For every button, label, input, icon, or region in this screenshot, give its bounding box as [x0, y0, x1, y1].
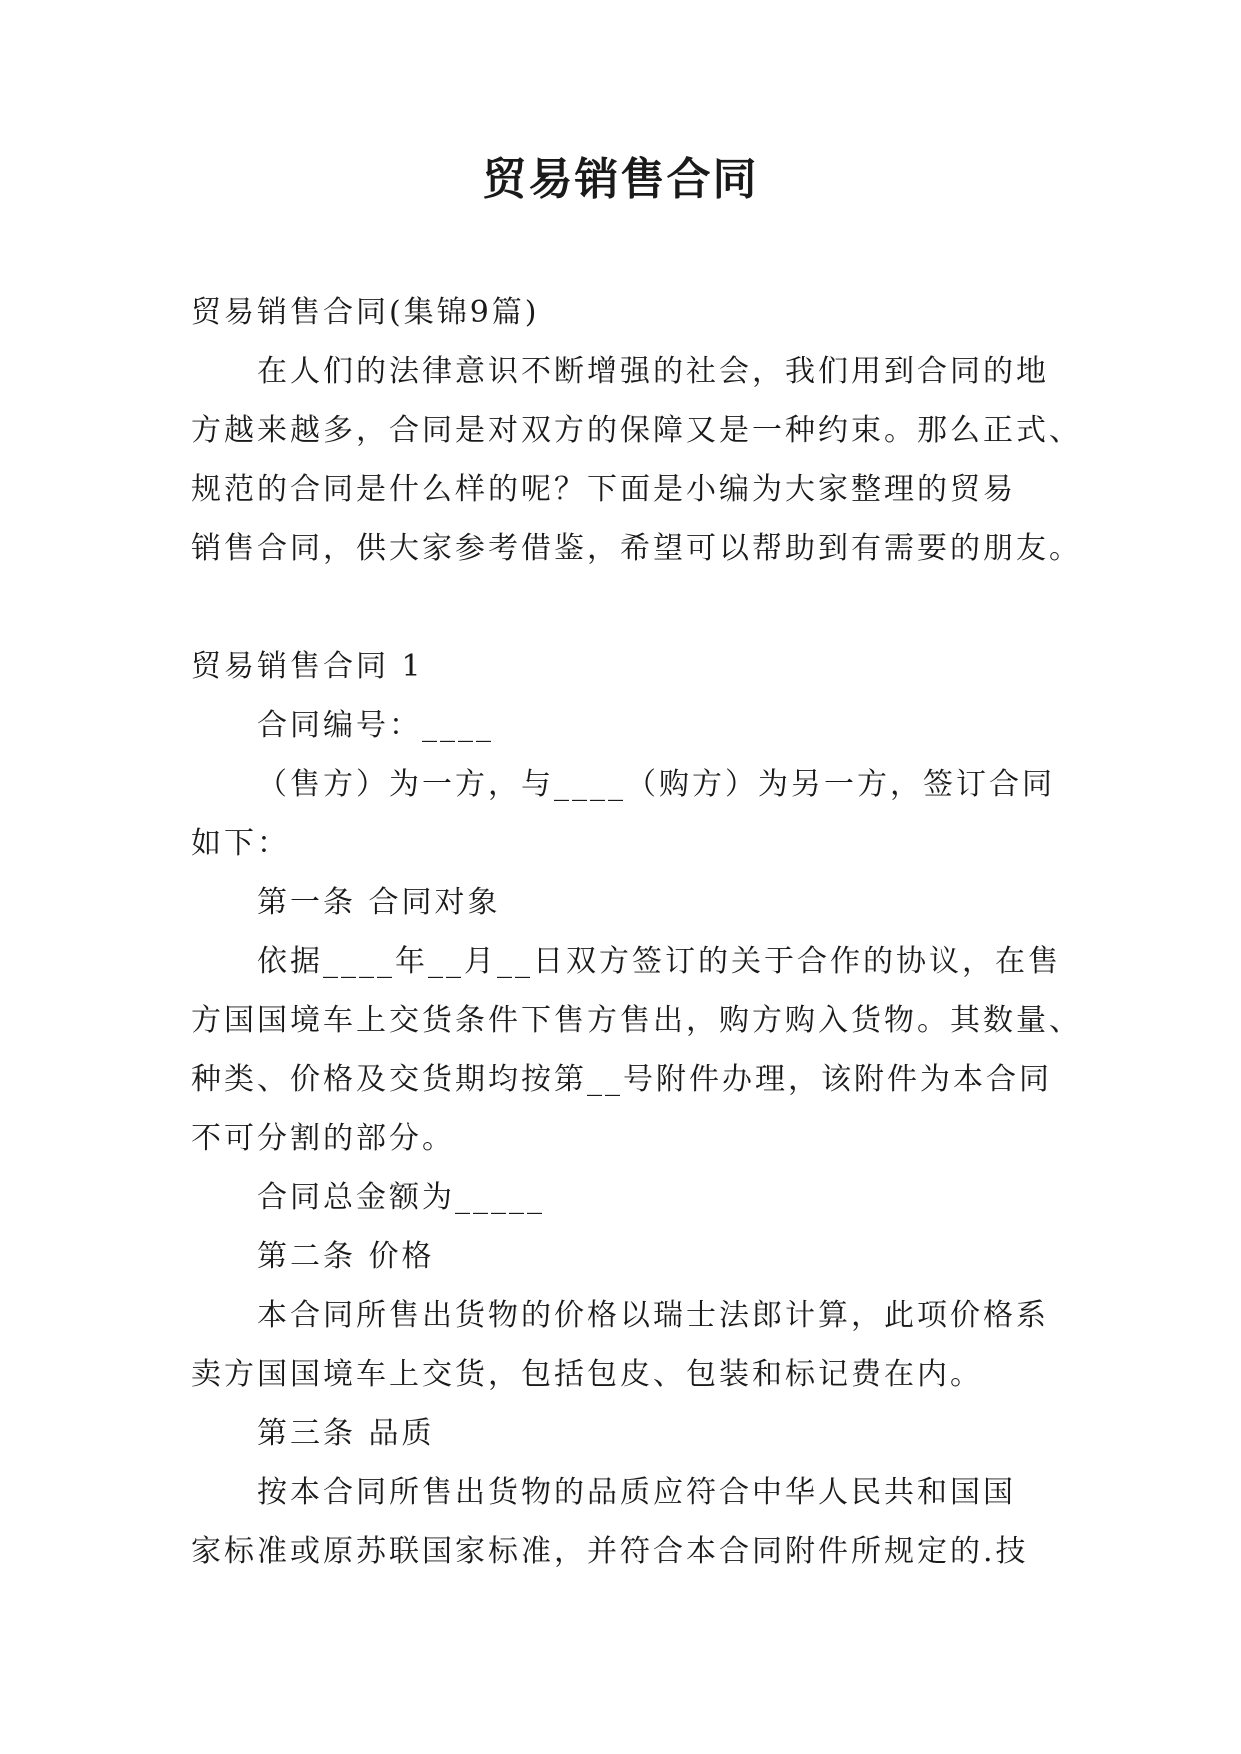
intro-line-3: 规范的合同是什么样的呢？下面是小编为大家整理的贸易	[191, 472, 1016, 507]
article-3-title: 第三条 品质	[257, 1416, 435, 1451]
article-1-line-4: 不可分割的部分。	[191, 1121, 455, 1156]
intro-line-4: 销售合同，供大家参考借鉴，希望可以帮助到有需要的朋友。	[191, 531, 1082, 566]
document-title: 贸易销售合同	[482, 154, 759, 205]
intro-line-2: 方越来越多，合同是对双方的保障又是一种约束。那么正式、	[191, 413, 1082, 448]
article-2-line-1: 本合同所售出货物的价格以瑞士法郎计算，此项价格系	[257, 1298, 1049, 1333]
article-3-line-1: 按本合同所售出货物的品质应符合中华人民共和国国	[257, 1475, 1016, 1510]
paragraph-gap	[191, 578, 1051, 637]
section-heading: 贸易销售合同 1	[191, 649, 424, 684]
article-1-line-2: 方国国境车上交货条件下售方售出，购方购入货物。其数量、	[191, 1003, 1082, 1038]
total-amount: 合同总金额为_____	[257, 1180, 545, 1215]
article-2-title: 第二条 价格	[257, 1239, 435, 1274]
article-1-line-1: 依据____年__月__日双方签订的关于合作的协议，在售	[257, 944, 1061, 979]
parties-line-2: 如下：	[191, 826, 290, 861]
parties-line-1: （售方）为一方，与____（购方）为另一方，签订合同	[257, 767, 1055, 802]
article-1-title: 第一条 合同对象	[257, 885, 501, 920]
article-2-line-2: 卖方国国境车上交货，包括包皮、包装和标记费在内。	[191, 1357, 983, 1392]
document-body	[191, 283, 1082, 1581]
intro-line-1: 在人们的法律意识不断增强的社会，我们用到合同的地	[257, 354, 1049, 389]
contract-number: 合同编号：____	[257, 708, 494, 743]
article-3-line-2: 家标准或原苏联国家标准，并符合本合同附件所规定的.技	[191, 1534, 1029, 1569]
article-1-line-3: 种类、价格及交货期均按第__号附件办理，该附件为本合同	[191, 1062, 1052, 1097]
subtitle: 贸易销售合同(集锦9篇)	[191, 295, 540, 330]
